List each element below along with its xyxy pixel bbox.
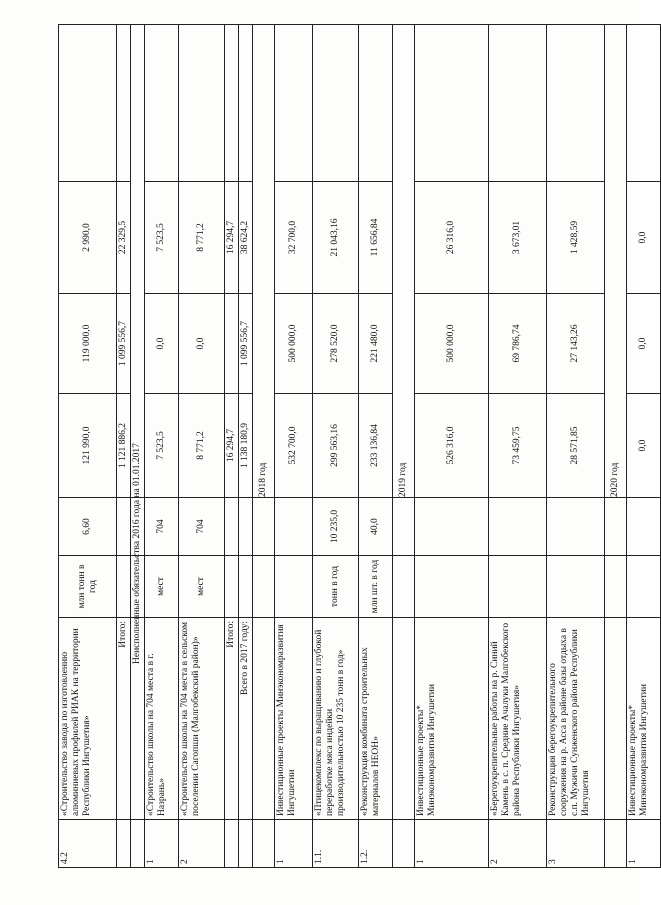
empty-cell — [392, 498, 414, 556]
table-row — [626, 25, 660, 868]
empty-cell — [604, 820, 626, 868]
empty-cell — [117, 498, 131, 556]
section-row — [130, 25, 144, 868]
value-federal: 1 099 556,7 — [117, 294, 131, 394]
row-number: 1.1. — [312, 820, 358, 868]
table-body — [59, 25, 661, 868]
capacity: 704 — [144, 498, 178, 556]
empty-cell — [59, 25, 117, 182]
section-title: Неисполненные обязательства 2016 года на 01.01.2017 — [130, 25, 144, 498]
capacity — [488, 498, 546, 556]
value-federal: 221 480,0 — [358, 294, 392, 394]
table-row — [488, 25, 546, 868]
capacity — [274, 498, 312, 556]
unit: мест — [144, 556, 178, 618]
value-regional: 16 294,7 — [224, 182, 238, 294]
row-number: 2 — [178, 820, 224, 868]
empty-cell — [604, 498, 626, 556]
empty-cell — [252, 556, 274, 618]
capacity: 40,0 — [358, 498, 392, 556]
empty-cell — [392, 556, 414, 618]
unit: тонн в год — [312, 556, 358, 618]
unit: млн тонн в год — [59, 556, 117, 618]
value-federal — [224, 294, 238, 394]
table-row — [414, 25, 488, 868]
project-name: «Птицекомплекс по выращиванию и глубокой переработке мяса индейки производительностью 10 235 тонн в год» — [312, 618, 358, 820]
value-total: 233 136,84 — [358, 394, 392, 498]
table-row — [178, 25, 224, 868]
value-regional: 21 043,16 — [312, 182, 358, 294]
value-federal: 0,0 — [178, 294, 224, 394]
unit — [274, 556, 312, 618]
empty-cell — [274, 25, 312, 182]
empty-cell — [224, 556, 238, 618]
empty-cell — [224, 498, 238, 556]
empty-cell — [238, 25, 252, 182]
section-row — [252, 25, 274, 868]
table-row — [274, 25, 312, 868]
row-number: 1 — [144, 820, 178, 868]
empty-cell — [144, 25, 178, 182]
value-total: 526 316,0 — [414, 394, 488, 498]
value-federal: 278 520,0 — [312, 294, 358, 394]
empty-cell — [224, 820, 238, 868]
row-number: 1.2. — [358, 820, 392, 868]
value-federal: 500 000,0 — [414, 294, 488, 394]
empty-cell — [178, 25, 224, 182]
value-federal: 27 143,26 — [546, 294, 604, 394]
value-regional: 32 700,0 — [274, 182, 312, 294]
value-total: 532 700,0 — [274, 394, 312, 498]
capacity — [546, 498, 604, 556]
row-number: 3 — [546, 820, 604, 868]
project-name: Инвестиционные проекты* Минэкономразвития Ингушетии — [414, 618, 488, 820]
row-number: 1 — [414, 820, 488, 868]
project-name: «Реконструкция комбината строительных материалов НЕОН» — [358, 618, 392, 820]
value-federal: 0,0 — [144, 294, 178, 394]
empty-cell — [238, 498, 252, 556]
value-regional: 26 316,0 — [414, 182, 488, 294]
row-number: 1 — [626, 820, 660, 868]
unit — [626, 556, 660, 618]
value-federal: 69 786,74 — [488, 294, 546, 394]
project-name: Инвестиционные проекты* Минэкономразвития Ингушетии — [626, 618, 660, 820]
project-name: «Берегоукрепительные работы на р. Синий Камень в с. п. Средние Ачалуки Малгобекского района Республики Ингушетия» — [488, 618, 546, 820]
capacity: 6,60 — [59, 498, 117, 556]
value-total: 28 571,85 — [546, 394, 604, 498]
unit — [414, 556, 488, 618]
value-total: 299 563,16 — [312, 394, 358, 498]
subtotal-label: Итого: — [117, 618, 131, 820]
empty-cell — [604, 618, 626, 820]
empty-cell — [130, 820, 144, 868]
table-row — [312, 25, 358, 868]
section-title: 2018 год — [252, 25, 274, 498]
empty-cell — [392, 618, 414, 820]
capacity: 704 — [178, 498, 224, 556]
subtotal-label: Итого: — [224, 618, 238, 820]
value-regional: 38 624,2 — [238, 182, 252, 294]
row-number: 1 — [274, 820, 312, 868]
row-number: 2 — [488, 820, 546, 868]
empty-cell — [117, 25, 131, 182]
value-total: 73 459,75 — [488, 394, 546, 498]
empty-cell — [392, 820, 414, 868]
project-name: «Строительство школы на 704 места в г. Назрань» — [144, 618, 178, 820]
capacity: 10 235,0 — [312, 498, 358, 556]
value-total: 1 121 886,2 — [117, 394, 131, 498]
capacity — [414, 498, 488, 556]
row-number: 4.2 — [59, 820, 117, 868]
value-total: 121 990,0 — [59, 394, 117, 498]
value-regional: 2 990,0 — [59, 182, 117, 294]
budget-table — [58, 24, 661, 868]
value-regional: 3 673,01 — [488, 182, 546, 294]
value-regional: 11 656,84 — [358, 182, 392, 294]
empty-cell — [252, 498, 274, 556]
project-name: «Строительство школы на 704 места в сельском поселении Сагопши (Малгобекский район)» — [178, 618, 224, 820]
value-regional: 22 329,5 — [117, 182, 131, 294]
value-total: 8 771,2 — [178, 394, 224, 498]
value-regional: 8 771,2 — [178, 182, 224, 294]
value-total: 16 294,7 — [224, 394, 238, 498]
value-federal: 1 099 556,7 — [238, 294, 252, 394]
value-federal: 500 000,0 — [274, 294, 312, 394]
value-regional: 0,0 — [626, 182, 660, 294]
value-total: 7 523,5 — [144, 394, 178, 498]
rotated-table-wrapper — [58, 25, 649, 868]
value-total: 1 138 180,9 — [238, 394, 252, 498]
table-row — [144, 25, 178, 868]
project-name: «Строительство завода по изготовлению алюминиевых профилей РИАК на территории Республики Ингушетия» — [59, 618, 117, 820]
value-regional: 7 523,5 — [144, 182, 178, 294]
value-federal: 0,0 — [626, 294, 660, 394]
section-row — [604, 25, 626, 868]
empty-cell — [414, 25, 488, 182]
unit — [546, 556, 604, 618]
empty-cell — [238, 556, 252, 618]
section-row — [392, 25, 414, 868]
capacity — [626, 498, 660, 556]
subtotal-label: Всего в 2017 году: — [238, 618, 252, 820]
value-federal: 119 000,0 — [59, 294, 117, 394]
empty-cell — [252, 618, 274, 820]
empty-cell — [312, 25, 358, 182]
unit — [488, 556, 546, 618]
value-total: 0,0 — [626, 394, 660, 498]
table-row — [546, 25, 604, 868]
value-regional: 1 428,59 — [546, 182, 604, 294]
section-title: 2019 год — [392, 25, 414, 498]
table-row — [59, 25, 117, 868]
empty-cell — [117, 820, 131, 868]
empty-cell — [546, 25, 604, 182]
empty-cell — [224, 25, 238, 182]
empty-cell — [238, 820, 252, 868]
project-name: Инвестиционные проекты Минэкономразвития Ингушетии — [274, 618, 312, 820]
section-title: 2020 год — [604, 25, 626, 498]
unit: млн шт. в год — [358, 556, 392, 618]
subtotal-row — [224, 25, 238, 868]
subtotal-row — [238, 25, 252, 868]
empty-cell — [117, 556, 131, 618]
empty-cell — [604, 556, 626, 618]
empty-cell — [626, 25, 660, 182]
unit: мест — [178, 556, 224, 618]
empty-cell — [252, 820, 274, 868]
project-name: Реконструкция берегоукрепительного сооружения на р. Асса в районе базы отдыха в с.п. Мужичи Сунженского района Республики Ингушетия — [546, 618, 604, 820]
table-row — [358, 25, 392, 868]
subtotal-row — [117, 25, 131, 868]
empty-cell — [358, 25, 392, 182]
empty-cell — [488, 25, 546, 182]
